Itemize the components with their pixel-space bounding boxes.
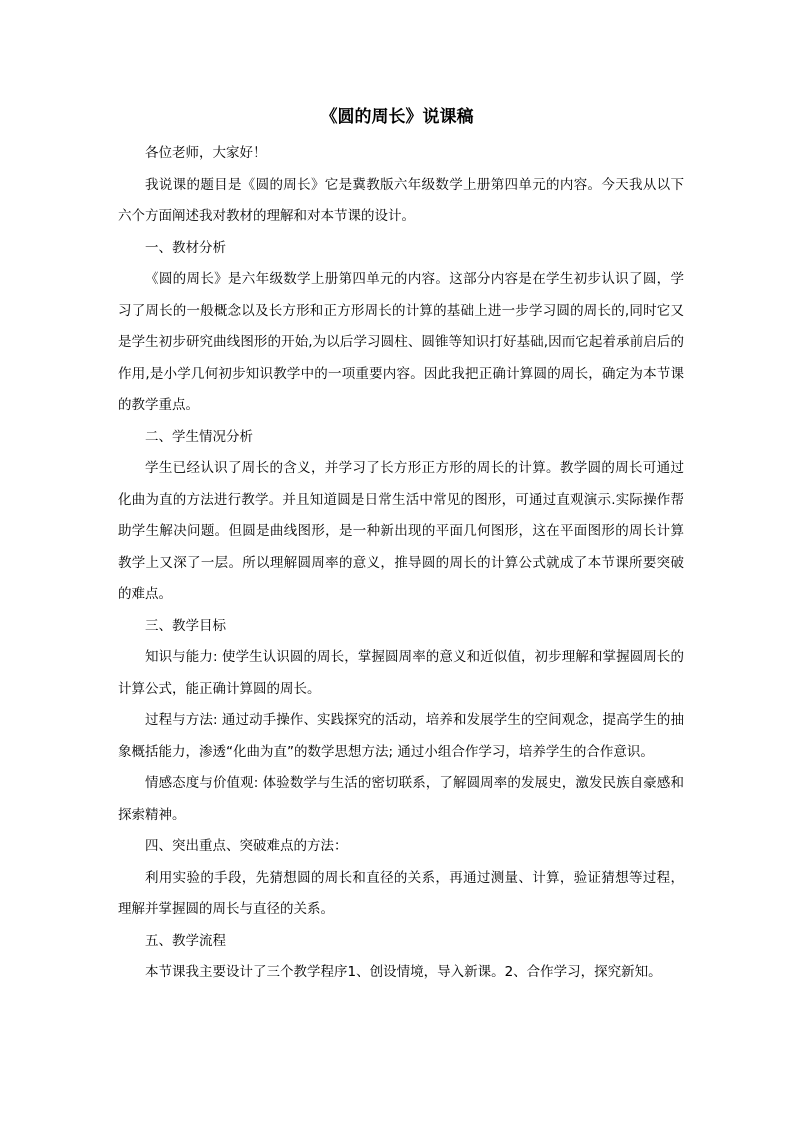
goal-attitude-paragraph: 情感态度与价值观: 体验数学与生活的密切联系，了解圆周率的发展史，激发民族自豪感和探索精神。 bbox=[118, 775, 684, 823]
section-heading-teaching-flow: 五、教学流程 bbox=[145, 932, 226, 949]
goal-process-paragraph: 过程与方法: 通过动手操作、实践探究的活动，培养和发展学生的空间观念，提高学生的抽象概括能力，渗透“化曲为直”的数学思想方法; 通过小组合作学习，培养学生的合作意识。 bbox=[118, 712, 684, 760]
goal-knowledge-paragraph: 知识与能力: 使学生认识圆的周长，掌握圆周率的意义和近似值，初步理解和掌握圆周长的计算公式，能正确计算圆的周长。 bbox=[118, 649, 684, 697]
section-heading-methods: 四、突出重点、突破难点的方法： bbox=[145, 838, 348, 854]
document-title: 《圆的周长》说课稿 bbox=[320, 107, 474, 127]
intro-paragraph: 我说课的题目是《圆的周长》它是冀教版六年级数学上册第四单元的内容。今天我从以下六个方面阐述我对教材的理解和对本节课的设计。 bbox=[118, 176, 684, 224]
methods-paragraph: 利用实验的手段，先猜想圆的周长和直径的关系，再通过测量、计算，验证猜想等过程，理解并掌握圆的周长与直径的关系。 bbox=[118, 869, 684, 917]
textbook-analysis-paragraph: 《圆的周长》是六年级数学上册第四单元的内容。这部分内容是在学生初步认识了圆，学习了周长的一般概念以及长方形和正方形周长的计算的基础上进一步学习圆的周长的,同时它又是学生初步研究曲线图形的开始,为以后学习圆柱、圆锥等知识打好基础,因而它起着承前启后的作用,是小学几何初步知识教学中的一项重要内容。因此我把正确计算圆的周长，确定为本节课的教学重点。 bbox=[118, 271, 684, 413]
section-heading-student-analysis: 二、学生情况分析 bbox=[145, 428, 253, 445]
section-heading-textbook-analysis: 一、教材分析 bbox=[145, 239, 226, 256]
student-analysis-paragraph: 学生已经认识了周长的含义，并学习了长方形正方形的周长的计算。教学圆的周长可通过化曲为直的方法进行教学。并且知道圆是日常生活中常见的图形，可通过直观演示.实际操作帮助学生解决问题。但圆是曲线图形，是一种新出现的平面几何图形，这在平面图形的周长计算教学上又深了一层。所以理解圆周率的意义，推导圆的周长的计算公式就成了本节课所要突破的难点。 bbox=[118, 460, 684, 602]
section-heading-teaching-goals: 三、教学目标 bbox=[145, 617, 226, 634]
document-body bbox=[118, 138, 684, 989]
teaching-flow-paragraph: 本节课我主要设计了三个教学程序1、创设情境，导入新课。2、合作学习，探究新知。 bbox=[145, 964, 662, 980]
greeting-paragraph: 各位老师，大家好！ bbox=[145, 145, 267, 161]
